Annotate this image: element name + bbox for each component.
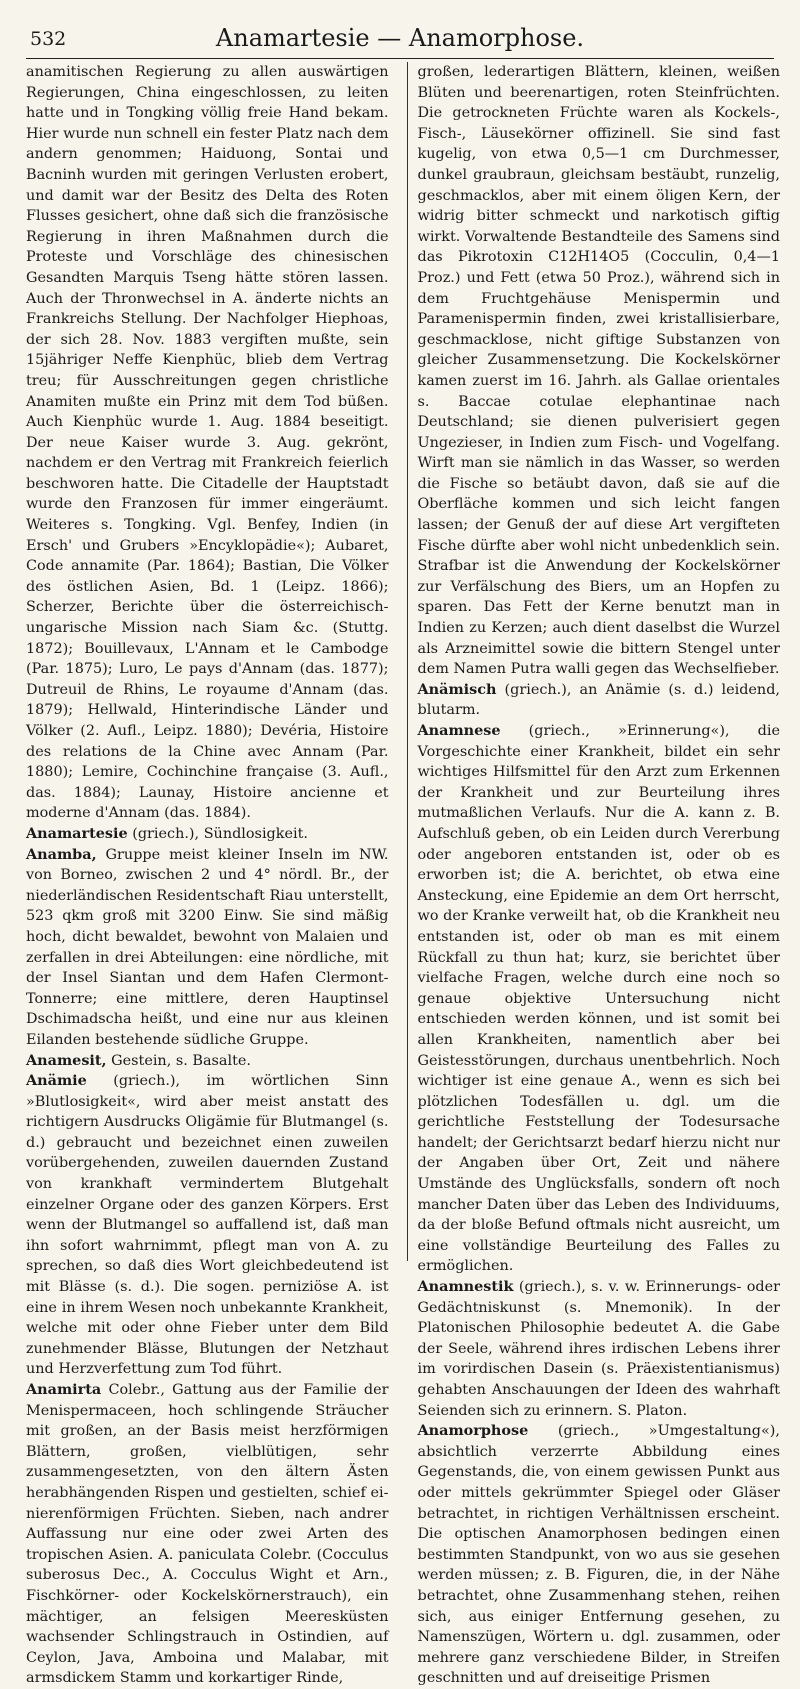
page-header (26, 18, 774, 59)
entry-text: Colebr., Gattung aus der Familie der Menispermaceen, hoch schlingende Sträucher mit großen, an der Basis meist herzförmigen Blättern, großen, vielblütigen, sehr zusammengesetzten, von den ältern Ästen herabhängenden Rispen und gestielten, schief ei-nierenförmigen Früchten. Sieben, nach andrer Auffassung nur eine oder zwei Arten des tropischen Asien. A. paniculata Colebr. (Cocculus suberosus Dec., A. Cocculus Wight et Arn., Fischkörner- oder Kockelskörnerstrauch), ein mächtiger, an felsigen Meeresküsten wachsender Schlingstrauch in Ostindien, auf Ceylon, Java, Amboina und Malabar, mit armsdickem Stamm und korkartiger Rinde, (26, 1382, 389, 1687)
dictionary-entry (418, 680, 781, 721)
entry-headword: Anamartesie (26, 824, 128, 842)
entry-headword: Anamirta (26, 1381, 102, 1398)
dictionary-entry (418, 1277, 781, 1421)
entry-headword: Anämisch (417, 680, 497, 698)
entry-headword: Anamnese (417, 722, 501, 739)
entry-headword: Anamnestik (417, 1278, 514, 1296)
entry-text: großen, lederartigen Blättern, kleinen, weißen Blüten und beerenartigen, roten Steinfrüchten. Die getrockneten Früchte waren als Kockels-, Fisch-, Läusekörner offizinell. Sie sind fast kugelig, von etwa 0,5—1 cm Durchmesser, dunkel graubraun, gleichsam bestäubt, runzelig, geschmacklos, aber mit einem öligen Kern, der widrig bitter schmeckt und narkotisch giftig wirkt. Vorwaltende Bestandteile des Samens sind das Pikrotoxin C12H14O5 (Cocculin, 0,4—1 Proz.) und Fett (etwa 50 Proz.), während sich in dem Fruchtgehäuse Menispermin und Paramenispermin finden, zwei kristallisierbare, geschmacklose, nicht giftige Substanzen von gleicher Zusammensetzung. Die Kockelskörner kamen zuerst im 16. Jahrh. als Gallae orientales s. Baccae cotulae elephantinae nach Deutschland; sie dienen pulverisiert gegen Ungezieser, in Indien zum Fisch- und Vogelfang. Wirft man sie nämlich in das Wasser, so werden die Fische so betäubt davon, daß sie auf die Oberfläche kommen und sich leicht fangen lassen; der Genuß der auf diese Art vergifteten Fische dürfte aber wohl nicht unbedenklich sein. Strafbar ist die Anwendung der Kockelskörner zur Verfälschung des Biers, um an Hopfen zu sparen. Das Fett der Kerne benutzt man in Indien zu Kerzen; auch dient daselbst die Wurzel als Arzneimittel sowie die bittern Stengel unter dem Namen Putra walli gegen das Wechselfieber. (417, 64, 780, 678)
entry-text: Gruppe meist kleiner Inseln im NW. von Borneo, zwischen 2 und 4° nördl. Br., der niederländischen Residentschaft Riau unterstellt, 523 qkm groß mit 3200 Einw. Sie sind mäßig hoch, dicht bewaldet, bewohnt von Malaien und zerfallen in drei Abteilungen: eine nördliche, mit der Insel Siantan und dem Hafen Clermont-Tonnerre; eine mittlere, deren Hauptinsel Dschimadscha heißt, und eine nur aus kleinen Eilanden bestehende südliche Gruppe. (26, 846, 389, 1048)
text-columns (26, 62, 780, 1687)
entry-text: (griech.), s. v. w. Erinnerungs- oder Gedächtniskunst (s. Mnemonik). In der Platonischen Philosophie bedeutet A. die Gabe der Seele, während ihres irdischen Lebens ihrer im vorirdischen Dasein (s. Präexistentianismus) gehabten Anschauungen der Ideen des wahrhaft Seienden sich zu erinnern. S. Platon. (417, 1279, 780, 1419)
dictionary-entry (26, 1051, 389, 1072)
entry-text: (griech.), an Anämie (s. d.) leidend, blutarm. (417, 681, 780, 719)
entry-headword: Anamorphose (417, 1422, 529, 1440)
dictionary-entry (26, 1380, 389, 1689)
right-column (407, 62, 781, 1687)
entry-text: (griech., »Umgestaltung«), absichtlich verzerrte Abbildung eines Gegenstands, die, von einem gewissen Punkt aus oder mittels gekrümmter Spiegel oder Gläser betrachtet, in richtigen Verhältnissen erscheint. Die optischen Anamorphosen bedingen einen bestimmten Standpunkt, von wo aus sie gesehen werden müssen; z. B. Figuren, die, in der Nähe betrachtet, ohne Zusammenhang stehen, reihen sich, aus einiger Entfernung gesehen, zu Namenszügen, Wörtern u. dgl. zusammen, oder mehrere ganz verschiedene Bilder, in Streifen geschnitten und auf dreiseitige Prismen (417, 1423, 780, 1687)
entry-text: (griech.), im wörtlichen Sinn »Blutlosigkeit«, wird aber meist anstatt des richtigern Ausdrucks Oligämie für Blutmangel (s. d.) gebraucht und bezeichnet einen zuweilen vorübergehenden, zuweilen dauernden Zustand von krankhaft vermindertem Blutgehalt einzelner Organe oder des ganzen Körpers. Erst wenn der Blutmangel so auffallend ist, daß man ihn sofort wahrnimmt, pflegt man von A. zu sprechen, so daß dies Wort gleichbedeutend ist mit Blässe (s. d.). Die sogen. perniziöse A. ist eine in ihrem Wesen noch unbekannte Krankheit, welche mit oder ohne Fieber unter dem Bild zunehmender Blässe, Blutungen der Netzhaut und Herzverfettung zum Tod führt. (26, 1073, 389, 1378)
entry-text: Gestein, s. Basalte. (106, 1052, 251, 1069)
dictionary-entry (418, 62, 781, 680)
dictionary-entry (26, 1071, 389, 1380)
dictionary-entry (26, 845, 389, 1051)
dictionary-entry (418, 1421, 781, 1689)
entry-text: anamitischen Regierung zu allen auswärtigen Regierungen, China eingeschlossen, zu leiten hatte und in Tongking völlig freie Hand bekam. Hier wurde nun schnell ein fester Platz nach dem andern genommen; Haiduong, Sontai und Bacninh wurden mit geringen Verlusten erobert, und damit war der Besitz des Delta des Roten Flusses gesichert, ohne daß sich die französische Regierung in ihren Maßnahmen durch die Proteste und Vorschläge des chinesischen Gesandten Marquis Tseng hätte stören lassen. Auch der Thronwechsel in A. änderte nichts an Frankreichs Stellung. Der Nachfolger Hiephoas, der sich 28. Nov. 1883 vergiften mußte, sein 15jähriger Neffe Kienphüc, blieb dem Vertrag treu; für Ausschreitungen gegen christliche Anamiten mußte ein Prinz mit dem Tod büßen. Auch Kienphüc wurde 1. Aug. 1884 beseitigt. Der neue Kaiser wurde 3. Aug. gekrönt, nachdem er den Vertrag mit Frankreich feierlich beschworen hatte. Die Citadelle der Hauptstadt wurde den Franzosen für immer eingeräumt. Weiteres s. Tongking. Vgl. Benfey, Indien (in Ersch' und Grubers »Encyklopädie«); Aubaret, Code annamite (Par. 1864); Bastian, Die Völker des östlichen Asien, Bd. 1 (Leipz. 1866); Scherzer, Berichte über die österreichisch-ungarische Mission nach Siam &c. (Stuttg. 1872); Bouillevaux, L'Annam et le Cambodge (Par. 1875); Luro, Le pays d'Annam (das. 1877); Dutreuil de Rhins, Le royaume d'Annam (das. 1879); Hellwald, Hinterindische Länder und Völker (2. Aufl., Leipz. 1880); Devéria, Histoire des relations de la Chine avec Annam (Par. 1880); Lemire, Cochinchine française (3. Aufl., das. 1884); Launay, Histoire ancienne et moderne d'Annam (das. 1884). (26, 64, 389, 822)
dictionary-entry (26, 62, 389, 824)
entry-headword: Anämie (26, 1072, 87, 1090)
running-head: Anamartesie — Anamorphose. (215, 24, 585, 52)
entry-text: (griech., »Erinnerung«), die Vorgeschichte einer Krankheit, bildet ein sehr wichtiges Hilfsmittel für den Arzt zum Erkennen der Krankheit und zur Beurteilung ihres mutmaßlichen Verlaufs. Nur die A. kann z. B. Aufschluß geben, ob ein Leiden durch Vererbung oder angeboren entstanden ist, oder ob es erworben ist; die A. berichtet, ob etwa eine Ansteckung, eine Epidemie an dem Ort herrscht, wo der Kranke verweilt hat, ob die Krankheit neu entstanden ist, oder ob man es mit einem Rückfall zu thun hat; kurz, sie berichtet über vielfache Fragen, welche durch eine noch so genaue objektive Untersuchung nicht entschieden werden können, und ist somit bei allen Krankheiten, namentlich aber bei Geistesstörungen, durchaus unentbehrlich. Noch wichtiger ist eine genaue A., wenn es sich bei plötzlichen Todesfällen u. dgl. um die gerichtliche Feststellung der Todesursache handelt; der Gerichtsarzt bedarf hierzu nicht nur der Angaben über Ort, Zeit und nähere Umstände des Unglücksfalls, sondern oft noch mancher Daten über das Leben des Individuums, da der bloße Befund oftmals nicht ausreicht, um eine vollständige Beurteilung des Falles zu ermöglichen. (417, 723, 780, 1275)
entry-text: (griech.), Sündlosigkeit. (127, 825, 308, 842)
page-number: 532 (30, 28, 67, 50)
dictionary-entry (26, 824, 389, 845)
entry-headword: Anamesit, (26, 1051, 107, 1069)
dictionary-entry (418, 721, 781, 1277)
left-column (26, 62, 393, 1687)
entry-headword: Anamba, (26, 845, 97, 863)
